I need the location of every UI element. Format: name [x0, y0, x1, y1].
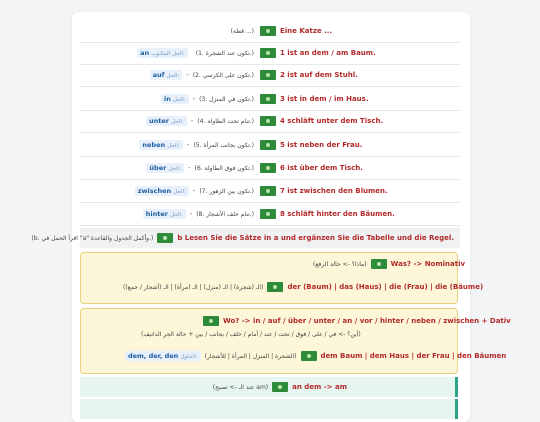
sentence-arabic: (3. تكون في المنزل.) [199, 95, 254, 103]
audio-flag-icon[interactable] [260, 70, 276, 80]
dativ-answer-german: dem Baum | dem Haus | der Frau | den Bäumen [320, 352, 507, 360]
nominativ-answer-arabic: (الـ (شجرة) | الـ (منزل) | الـ (مرأة) | الـ (أشجار / جمع)) [123, 283, 264, 291]
sentence-row [80, 157, 460, 180]
solution-badge: an الحل المكتوب: [137, 48, 188, 58]
audio-flag-icon[interactable] [260, 140, 276, 150]
solution-badge: zwischen الحل: [135, 186, 189, 196]
sentence-german: 2 ist auf dem Stuhl. [280, 71, 358, 79]
dativ-answer-arabic: (الشجرة | المنزل | المرأة | للأشجار) [204, 352, 297, 360]
separator: - [186, 141, 190, 149]
solution-badge: hinter الحل: [143, 209, 186, 219]
dativ-question-german: Wo? -> in / auf / über / unter / an / vor / hinter / neben / zwischen + Dativ [223, 317, 511, 325]
separator: - [186, 71, 189, 79]
sentence-row [80, 88, 460, 111]
sentence-row [80, 134, 460, 157]
sentence-german: 7 ist zwischen den Blumen. [280, 187, 388, 195]
sentence-german: 3 ist in dem / im Haus. [280, 95, 369, 103]
sentence-row [80, 42, 460, 65]
sentence-german: 6 ist über dem Tisch. [280, 164, 363, 172]
nominativ-rule-box [80, 252, 484, 304]
audio-flag-icon[interactable] [260, 163, 276, 173]
audio-flag-icon[interactable] [272, 382, 288, 392]
audio-flag-icon[interactable] [260, 209, 276, 219]
instruction-arabic: (b. اقرأ الجمل في "a" وأكمل الجدول والقاعدة.) [31, 234, 154, 242]
sentence-german: 8 schläft hinter den Bäumen. [280, 210, 395, 218]
sentence-arabic: (6. تكون فوق الطاولة.) [194, 164, 254, 172]
sentence-arabic: (5. تكون بجانب المرأة.) [193, 141, 254, 149]
nominativ-question-arabic: (ماذا؟ -> حالة الرفع) [313, 260, 367, 268]
sentence-row [80, 110, 460, 133]
sentence-arabic: (2. تكون على الكرسي.) [192, 71, 254, 79]
separator: - [192, 187, 196, 195]
sentence-german: 1 ist an dem / am Baum. [280, 49, 376, 57]
sentence-row [80, 203, 460, 226]
sentence-arabic: (1. تكون عند الشجرة.) [195, 49, 254, 57]
sentence-arabic: (4. تنام تحت الطاولة.) [197, 117, 254, 125]
instruction-german: b Lesen Sie die Sätze in a und ergänzen Sie die Tabelle und die Regel. [177, 234, 454, 242]
audio-flag-icon[interactable] [260, 26, 276, 36]
solution-badge: über الحل: [146, 163, 184, 173]
dativ-rule-box [80, 308, 511, 374]
solution-badge: neben الحل: [139, 140, 183, 150]
contraction-arabic: (عند الـ -> تصبح am) [212, 383, 269, 391]
audio-flag-icon[interactable] [267, 282, 283, 292]
contraction-row-next [80, 399, 458, 419]
sentence-row [80, 64, 460, 87]
separator: - [192, 95, 196, 103]
solution-badge: dem, der, den الحلول: [125, 351, 201, 361]
sentence-arabic: (8. تنام خلف الأشجار.) [196, 210, 254, 218]
solution-badge: unter الحل: [146, 116, 187, 126]
nominativ-question-german: Was? -> Nominativ [390, 260, 466, 268]
instruction-row [31, 228, 460, 248]
intro-arabic: (قطة ...) [230, 27, 254, 35]
audio-flag-icon[interactable] [260, 48, 276, 58]
audio-flag-icon[interactable] [371, 259, 387, 269]
contraction-german: an dem -> am [292, 383, 347, 391]
audio-flag-icon[interactable] [260, 186, 276, 196]
solution-badge: in الحل: [161, 94, 189, 104]
sentence-german: 5 ist neben der Frau. [280, 141, 363, 149]
intro-german: Eine Katze ... [280, 27, 333, 35]
intro-row [80, 20, 460, 43]
dativ-question-arabic: (أين؟ -> في / على / فوق / تحت / عند / أمام / خلف / بجانب / بين + حالة الجر الداتيف) [141, 331, 361, 338]
separator: - [190, 117, 194, 125]
audio-flag-icon[interactable] [301, 351, 317, 361]
audio-flag-icon[interactable] [260, 116, 276, 126]
sentence-german: 4 schläft unter dem Tisch. [280, 117, 384, 125]
separator: - [189, 210, 193, 218]
sentence-arabic: (7. تكون بين الزهور.) [199, 187, 254, 195]
nominativ-answer-german: der (Baum) | das (Haus) | die (Frau) | die (Bäume) [287, 283, 484, 291]
audio-flag-icon[interactable] [203, 316, 219, 326]
solution-badge: auf الحل: [150, 70, 183, 80]
sentence-row [80, 180, 460, 203]
separator: - [188, 164, 191, 172]
contraction-row [80, 377, 458, 397]
audio-flag-icon[interactable] [157, 233, 173, 243]
audio-flag-icon[interactable] [260, 94, 276, 104]
